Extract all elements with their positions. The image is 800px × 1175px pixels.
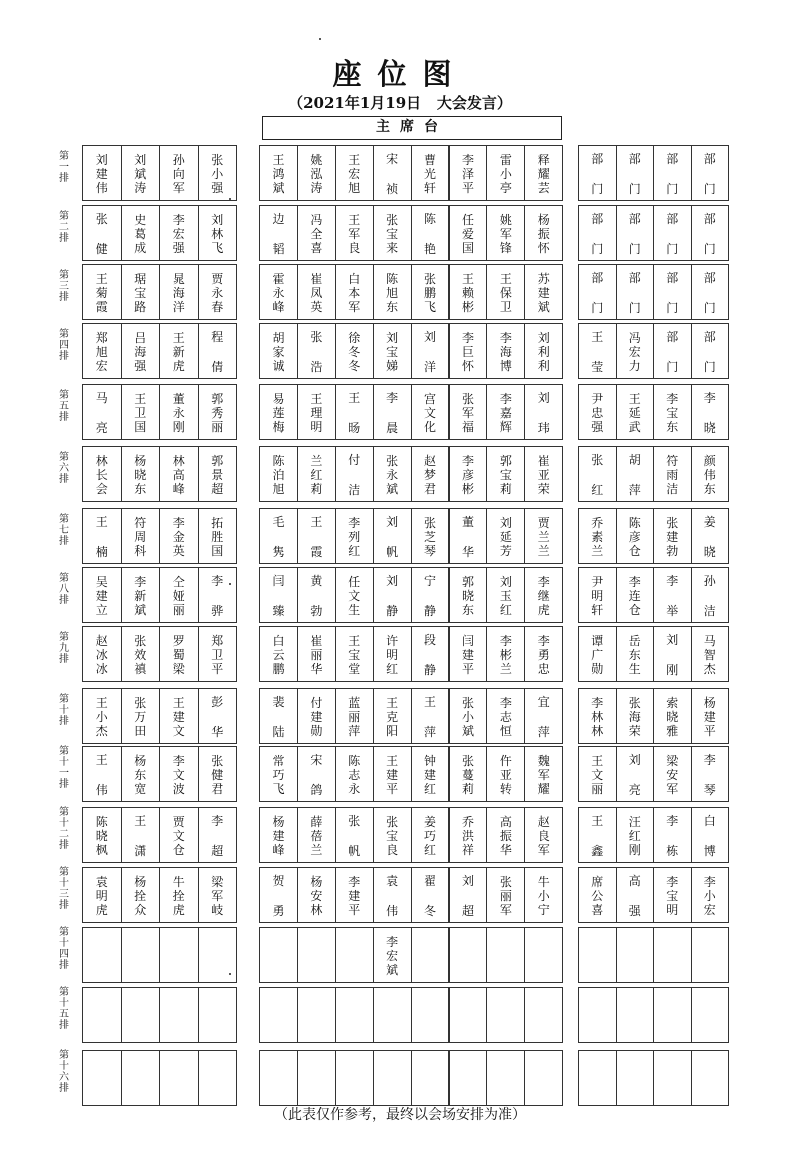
seat-cell: 毛 隽	[259, 508, 298, 564]
seat-cell: 乔 洪 祥	[449, 807, 488, 863]
seat-cell	[449, 927, 488, 983]
seat-cell	[449, 987, 488, 1043]
seat-cell: 王 菊 霞	[82, 264, 122, 320]
row-label: 第 十 六 排	[59, 1050, 69, 1094]
seat-cell: 崔 丽 华	[297, 626, 336, 682]
seat-cell: 冯 全 喜	[297, 205, 336, 261]
seat-cell	[691, 927, 730, 983]
seat-cell: 常 巧 飞	[259, 746, 298, 802]
seat-cell: 王 鸿 斌	[259, 145, 298, 201]
seat-cell: 李 列 红	[335, 508, 374, 564]
seat-cell: 刘 宝 娣	[373, 323, 412, 379]
seat-cell	[121, 927, 161, 983]
seat-cell: 张 海 荣	[616, 688, 655, 744]
seat-cell: 张 小 强	[198, 145, 238, 201]
seat-cell: 符 周 科	[121, 508, 161, 564]
seat-cell: 高 强	[616, 867, 655, 923]
seat-cell: 李 琴	[691, 746, 730, 802]
seat-cell: 杨 拴 众	[121, 867, 161, 923]
seat-cell	[524, 987, 563, 1043]
seat-cell: 崔 凤 英	[297, 264, 336, 320]
seat-cell	[411, 987, 450, 1043]
seat-cell: 部 门	[578, 205, 617, 261]
seat-cell: 王 延 武	[616, 384, 655, 440]
seat-cell	[616, 927, 655, 983]
podium-label: 主席台	[262, 116, 562, 140]
seat-cell: 席 公 喜	[578, 867, 617, 923]
seat-cell: 孙 洁	[691, 567, 730, 623]
seat-cell: 郭 宝 莉	[486, 446, 525, 502]
seat-cell: 袁 明 虎	[82, 867, 122, 923]
seat-cell: 宜 萍	[524, 688, 563, 744]
seat-cell: 刘 斌 涛	[121, 145, 161, 201]
seat-cell: 刘 延 芳	[486, 508, 525, 564]
seat-cell	[524, 1050, 563, 1106]
seat-cell: 李 巨 怀	[449, 323, 488, 379]
seat-cell	[524, 927, 563, 983]
seat-cell: 刘 刚	[653, 626, 692, 682]
seat-cell	[198, 1050, 238, 1106]
row-label: 第 五 排	[59, 389, 69, 423]
seat-cell: 段 静	[411, 626, 450, 682]
seat-cell: 崔 亚 荣	[524, 446, 563, 502]
seat-cell: 李 林 林	[578, 688, 617, 744]
page-title: 座位图	[332, 57, 468, 91]
seat-cell: 符 雨 洁	[653, 446, 692, 502]
row-label: 第 九 排	[59, 631, 69, 665]
scan-dot	[229, 198, 231, 200]
seat-cell: 宋 鸽	[297, 746, 336, 802]
seat-cell	[121, 1050, 161, 1106]
seat-cell: 姚 军 锋	[486, 205, 525, 261]
seat-cell: 姚 泓 涛	[297, 145, 336, 201]
seat-cell: 赵 冰 冰	[82, 626, 122, 682]
seat-cell	[578, 987, 617, 1043]
seat-cell: 贾 永 春	[198, 264, 238, 320]
seat-cell: 郭 秀 丽	[198, 384, 238, 440]
seat-cell: 刘 静	[373, 567, 412, 623]
seat-cell: 袁 伟	[373, 867, 412, 923]
scan-dot	[319, 38, 321, 40]
seat-cell: 陈 晓 枫	[82, 807, 122, 863]
seat-cell: 张 宝 来	[373, 205, 412, 261]
seat-cell: 陈 彦 仓	[616, 508, 655, 564]
seat-cell: 王 莹	[578, 323, 617, 379]
seat-cell: 王 建 文	[159, 688, 199, 744]
seat-cell: 白 博	[691, 807, 730, 863]
seat-cell: 李 海 博	[486, 323, 525, 379]
seat-cell: 琚 宝 路	[121, 264, 161, 320]
seat-cell: 付 建 勋	[297, 688, 336, 744]
seat-cell: 易 莲 梅	[259, 384, 298, 440]
seat-cell: 张 永 斌	[373, 446, 412, 502]
footer-note: （此表仅作参考，最终以会场安排为准）	[274, 1107, 526, 1123]
seat-cell	[449, 1050, 488, 1106]
seat-cell: 谭 广 勋	[578, 626, 617, 682]
seat-cell: 李 勇 忠	[524, 626, 563, 682]
seat-cell: 李 宏 强	[159, 205, 199, 261]
seat-cell	[578, 1050, 617, 1106]
seat-cell: 贾 兰 兰	[524, 508, 563, 564]
seat-cell	[578, 927, 617, 983]
seat-cell	[335, 927, 374, 983]
seat-cell: 尹 明 轩	[578, 567, 617, 623]
seat-cell: 吴 建 立	[82, 567, 122, 623]
seat-cell: 白 云 鹏	[259, 626, 298, 682]
seat-cell: 刘 玮	[524, 384, 563, 440]
seat-cell	[82, 927, 122, 983]
seat-cell: 李 宝 明	[653, 867, 692, 923]
seat-cell: 王 文 丽	[578, 746, 617, 802]
seat-cell: 李 宏 斌	[373, 927, 412, 983]
seat-cell: 许 明 红	[373, 626, 412, 682]
seat-cell	[121, 987, 161, 1043]
row-label: 第 二 排	[59, 210, 69, 244]
seat-cell: 颜 伟 东	[691, 446, 730, 502]
seat-cell: 张 红	[578, 446, 617, 502]
seat-cell: 刘 玉 红	[486, 567, 525, 623]
seat-cell: 宁 静	[411, 567, 450, 623]
seat-cell: 杨 振 怀	[524, 205, 563, 261]
seat-cell: 张 浩	[297, 323, 336, 379]
seat-cell: 李 小 宏	[691, 867, 730, 923]
seat-cell: 张 小 斌	[449, 688, 488, 744]
seat-cell: 郭 晓 东	[449, 567, 488, 623]
seat-cell: 部 门	[653, 205, 692, 261]
seat-cell: 薛 蓓 兰	[297, 807, 336, 863]
seat-cell: 李 新 斌	[121, 567, 161, 623]
seat-cell: 张 建 勃	[653, 508, 692, 564]
seat-cell: 乔 素 兰	[578, 508, 617, 564]
seat-cell: 张 健	[82, 205, 122, 261]
seat-cell: 陈 泊 旭	[259, 446, 298, 502]
seat-cell	[297, 987, 336, 1043]
row-label: 第 一 排	[59, 150, 69, 184]
seat-cell: 郑 旭 宏	[82, 323, 122, 379]
seat-cell: 白 本 军	[335, 264, 374, 320]
seat-cell: 梁 军 岐	[198, 867, 238, 923]
seat-cell: 孙 向 军	[159, 145, 199, 201]
row-label: 第 十 一 排	[59, 746, 69, 790]
seat-cell: 拓 胜 国	[198, 508, 238, 564]
seat-cell: 王 伟	[82, 746, 122, 802]
seat-cell: 王 保 卫	[486, 264, 525, 320]
seat-cell: 林 长 会	[82, 446, 122, 502]
seat-cell: 史 葛 成	[121, 205, 161, 261]
seat-cell: 吕 海 强	[121, 323, 161, 379]
row-label: 第 十 五 排	[59, 987, 69, 1031]
seat-cell: 李 彬 兰	[486, 626, 525, 682]
seat-cell	[198, 987, 238, 1043]
seat-cell: 李 文 波	[159, 746, 199, 802]
seat-cell: 罗 蜀 梁	[159, 626, 199, 682]
seat-cell: 张 丽 军	[486, 867, 525, 923]
seat-cell: 王 赖 彬	[449, 264, 488, 320]
seat-cell	[259, 927, 298, 983]
seat-cell: 张 健 君	[198, 746, 238, 802]
seat-cell: 王 宏 旭	[335, 145, 374, 201]
seat-cell: 姜 晓	[691, 508, 730, 564]
seat-cell	[335, 1050, 374, 1106]
seat-cell	[486, 1050, 525, 1106]
seat-cell: 王 新 虎	[159, 323, 199, 379]
seat-cell: 杨 建 平	[691, 688, 730, 744]
seat-cell: 马 智 杰	[691, 626, 730, 682]
seat-cell: 李 建 平	[335, 867, 374, 923]
seat-cell: 仝 娅 丽	[159, 567, 199, 623]
seat-cell: 张 鹏 飞	[411, 264, 450, 320]
seat-cell	[653, 927, 692, 983]
seat-cell: 李 连 仓	[616, 567, 655, 623]
seat-cell: 尹 忠 强	[578, 384, 617, 440]
seat-cell: 彭 华	[198, 688, 238, 744]
seat-cell: 李 超	[198, 807, 238, 863]
seat-cell: 王 潇	[121, 807, 161, 863]
seat-cell: 高 振 华	[486, 807, 525, 863]
seat-cell: 部 门	[653, 264, 692, 320]
row-label: 第 三 排	[59, 269, 69, 303]
seat-cell: 贾 文 仓	[159, 807, 199, 863]
seat-cell: 任 文 生	[335, 567, 374, 623]
seat-cell: 李 继 虎	[524, 567, 563, 623]
seat-cell: 仵 亚 转	[486, 746, 525, 802]
seat-cell: 程 倩	[198, 323, 238, 379]
seat-cell: 李 晓	[691, 384, 730, 440]
seat-cell: 王 萍	[411, 688, 450, 744]
seat-cell: 王 旸	[335, 384, 374, 440]
seat-cell: 杨 晓 东	[121, 446, 161, 502]
seat-cell: 王 小 杰	[82, 688, 122, 744]
seat-cell	[373, 1050, 412, 1106]
seat-cell: 索 晓 雅	[653, 688, 692, 744]
seat-cell	[616, 1050, 655, 1106]
seat-cell: 胡 家 诚	[259, 323, 298, 379]
seat-cell: 郑 卫 平	[198, 626, 238, 682]
seat-cell: 张 效 禛	[121, 626, 161, 682]
seat-cell: 兰 红 莉	[297, 446, 336, 502]
seat-cell: 郭 景 超	[198, 446, 238, 502]
seat-cell: 马 亮	[82, 384, 122, 440]
seat-cell: 王 宝 堂	[335, 626, 374, 682]
seat-cell: 梁 安 军	[653, 746, 692, 802]
seat-cell: 张 芝 琴	[411, 508, 450, 564]
seat-cell: 部 门	[616, 205, 655, 261]
seat-cell	[411, 927, 450, 983]
seat-cell: 魏 军 耀	[524, 746, 563, 802]
seat-cell: 刘 超	[449, 867, 488, 923]
seat-cell: 姜 巧 红	[411, 807, 450, 863]
page-subtitle: （2021年1月19日 大会发言）	[288, 94, 512, 112]
scan-dot	[229, 583, 231, 585]
seat-cell	[653, 1050, 692, 1106]
seat-cell	[616, 987, 655, 1043]
seat-cell: 翟 冬	[411, 867, 450, 923]
seat-cell: 闫 臻	[259, 567, 298, 623]
seat-cell: 李 彦 彬	[449, 446, 488, 502]
seat-cell: 部 门	[691, 145, 730, 201]
seat-cell	[198, 927, 238, 983]
seat-cell: 张 蔓 莉	[449, 746, 488, 802]
seat-cell: 李 骅	[198, 567, 238, 623]
seat-cell: 刘 利 利	[524, 323, 563, 379]
seat-cell	[691, 1050, 730, 1106]
seat-cell: 陈 艳	[411, 205, 450, 261]
seat-cell	[297, 927, 336, 983]
seat-cell: 王 克 阳	[373, 688, 412, 744]
seat-cell: 董 华	[449, 508, 488, 564]
seat-cell: 张 帆	[335, 807, 374, 863]
seat-cell: 林 高 峰	[159, 446, 199, 502]
seat-cell: 王 军 良	[335, 205, 374, 261]
seat-cell: 赵 梦 君	[411, 446, 450, 502]
seat-cell: 曹 光 轩	[411, 145, 450, 201]
seat-cell: 任 爱 国	[449, 205, 488, 261]
seat-cell: 岳 东 生	[616, 626, 655, 682]
seat-cell: 刘 帆	[373, 508, 412, 564]
seat-cell: 张 万 田	[121, 688, 161, 744]
seat-cell: 部 门	[691, 264, 730, 320]
seat-cell: 刘 洋	[411, 323, 450, 379]
seat-cell	[259, 1050, 298, 1106]
seat-cell: 李 举	[653, 567, 692, 623]
seat-cell: 张 宝 良	[373, 807, 412, 863]
seat-cell: 刘 亮	[616, 746, 655, 802]
row-label: 第 七 排	[59, 513, 69, 547]
seat-cell	[297, 1050, 336, 1106]
seat-cell	[486, 927, 525, 983]
seat-cell: 部 门	[691, 205, 730, 261]
seat-cell: 闫 建 平	[449, 626, 488, 682]
seat-cell: 李 金 英	[159, 508, 199, 564]
seat-cell	[486, 987, 525, 1043]
seat-cell: 董 永 刚	[159, 384, 199, 440]
seat-cell: 王 鑫	[578, 807, 617, 863]
seat-cell: 杨 东 宽	[121, 746, 161, 802]
row-label: 第 十 三 排	[59, 867, 69, 911]
seat-cell	[411, 1050, 450, 1106]
seat-cell: 王 建 平	[373, 746, 412, 802]
seat-cell: 李 晨	[373, 384, 412, 440]
seat-cell: 徐 冬 冬	[335, 323, 374, 379]
seat-cell: 部 门	[691, 323, 730, 379]
seat-cell	[259, 987, 298, 1043]
seat-cell: 王 楠	[82, 508, 122, 564]
seat-cell: 部 门	[616, 264, 655, 320]
seat-cell: 李 志 恒	[486, 688, 525, 744]
seat-cell: 宋 祯	[373, 145, 412, 201]
seat-cell: 王 理 明	[297, 384, 336, 440]
row-label: 第 十 排	[59, 693, 69, 727]
seat-cell: 李 嘉 辉	[486, 384, 525, 440]
seat-cell	[159, 987, 199, 1043]
seat-cell: 赵 良 军	[524, 807, 563, 863]
seat-cell: 李 泽 平	[449, 145, 488, 201]
seat-cell	[159, 1050, 199, 1106]
seat-cell: 部 门	[653, 323, 692, 379]
row-label: 第 八 排	[59, 572, 69, 606]
seat-cell: 雷 小 亭	[486, 145, 525, 201]
seat-cell: 蓝 丽 萍	[335, 688, 374, 744]
seat-cell: 王 卫 国	[121, 384, 161, 440]
seat-cell: 钟 建 红	[411, 746, 450, 802]
seat-cell: 贺 勇	[259, 867, 298, 923]
seat-cell: 张 军 福	[449, 384, 488, 440]
seat-cell: 部 门	[578, 264, 617, 320]
seat-cell: 陈 旭 东	[373, 264, 412, 320]
row-label: 第 四 排	[59, 328, 69, 362]
seat-cell: 边 韬	[259, 205, 298, 261]
seat-cell: 部 门	[578, 145, 617, 201]
seat-cell: 李 宝 东	[653, 384, 692, 440]
seat-cell: 杨 安 林	[297, 867, 336, 923]
seat-cell	[373, 987, 412, 1043]
seat-cell: 刘 林 飞	[198, 205, 238, 261]
seat-cell: 陈 志 永	[335, 746, 374, 802]
seat-cell: 部 门	[653, 145, 692, 201]
seat-cell: 黄 勃	[297, 567, 336, 623]
seat-cell: 付 洁	[335, 446, 374, 502]
seat-cell: 王 霞	[297, 508, 336, 564]
seat-cell: 牛 小 宁	[524, 867, 563, 923]
seat-cell: 霍 永 峰	[259, 264, 298, 320]
seat-cell	[159, 927, 199, 983]
row-label: 第 十 二 排	[59, 807, 69, 851]
seat-cell: 冯 宏 力	[616, 323, 655, 379]
seat-cell: 宫 文 化	[411, 384, 450, 440]
seat-cell: 释 耀 芸	[524, 145, 563, 201]
seat-cell	[335, 987, 374, 1043]
seat-cell: 部 门	[616, 145, 655, 201]
seat-cell: 苏 建 斌	[524, 264, 563, 320]
seat-cell: 李 栋	[653, 807, 692, 863]
row-label: 第 十 四 排	[59, 927, 69, 971]
seat-cell: 刘 建 伟	[82, 145, 122, 201]
seat-cell	[691, 987, 730, 1043]
row-label: 第 六 排	[59, 451, 69, 485]
seat-cell	[82, 1050, 122, 1106]
seat-cell: 汪 红 刚	[616, 807, 655, 863]
scan-dot	[229, 973, 231, 975]
seat-cell	[82, 987, 122, 1043]
seat-cell: 裴 陆	[259, 688, 298, 744]
seat-cell: 牛 拴 虎	[159, 867, 199, 923]
seat-cell: 杨 建 峰	[259, 807, 298, 863]
seat-cell: 晁 海 洋	[159, 264, 199, 320]
seat-cell: 胡 萍	[616, 446, 655, 502]
seat-cell	[653, 987, 692, 1043]
